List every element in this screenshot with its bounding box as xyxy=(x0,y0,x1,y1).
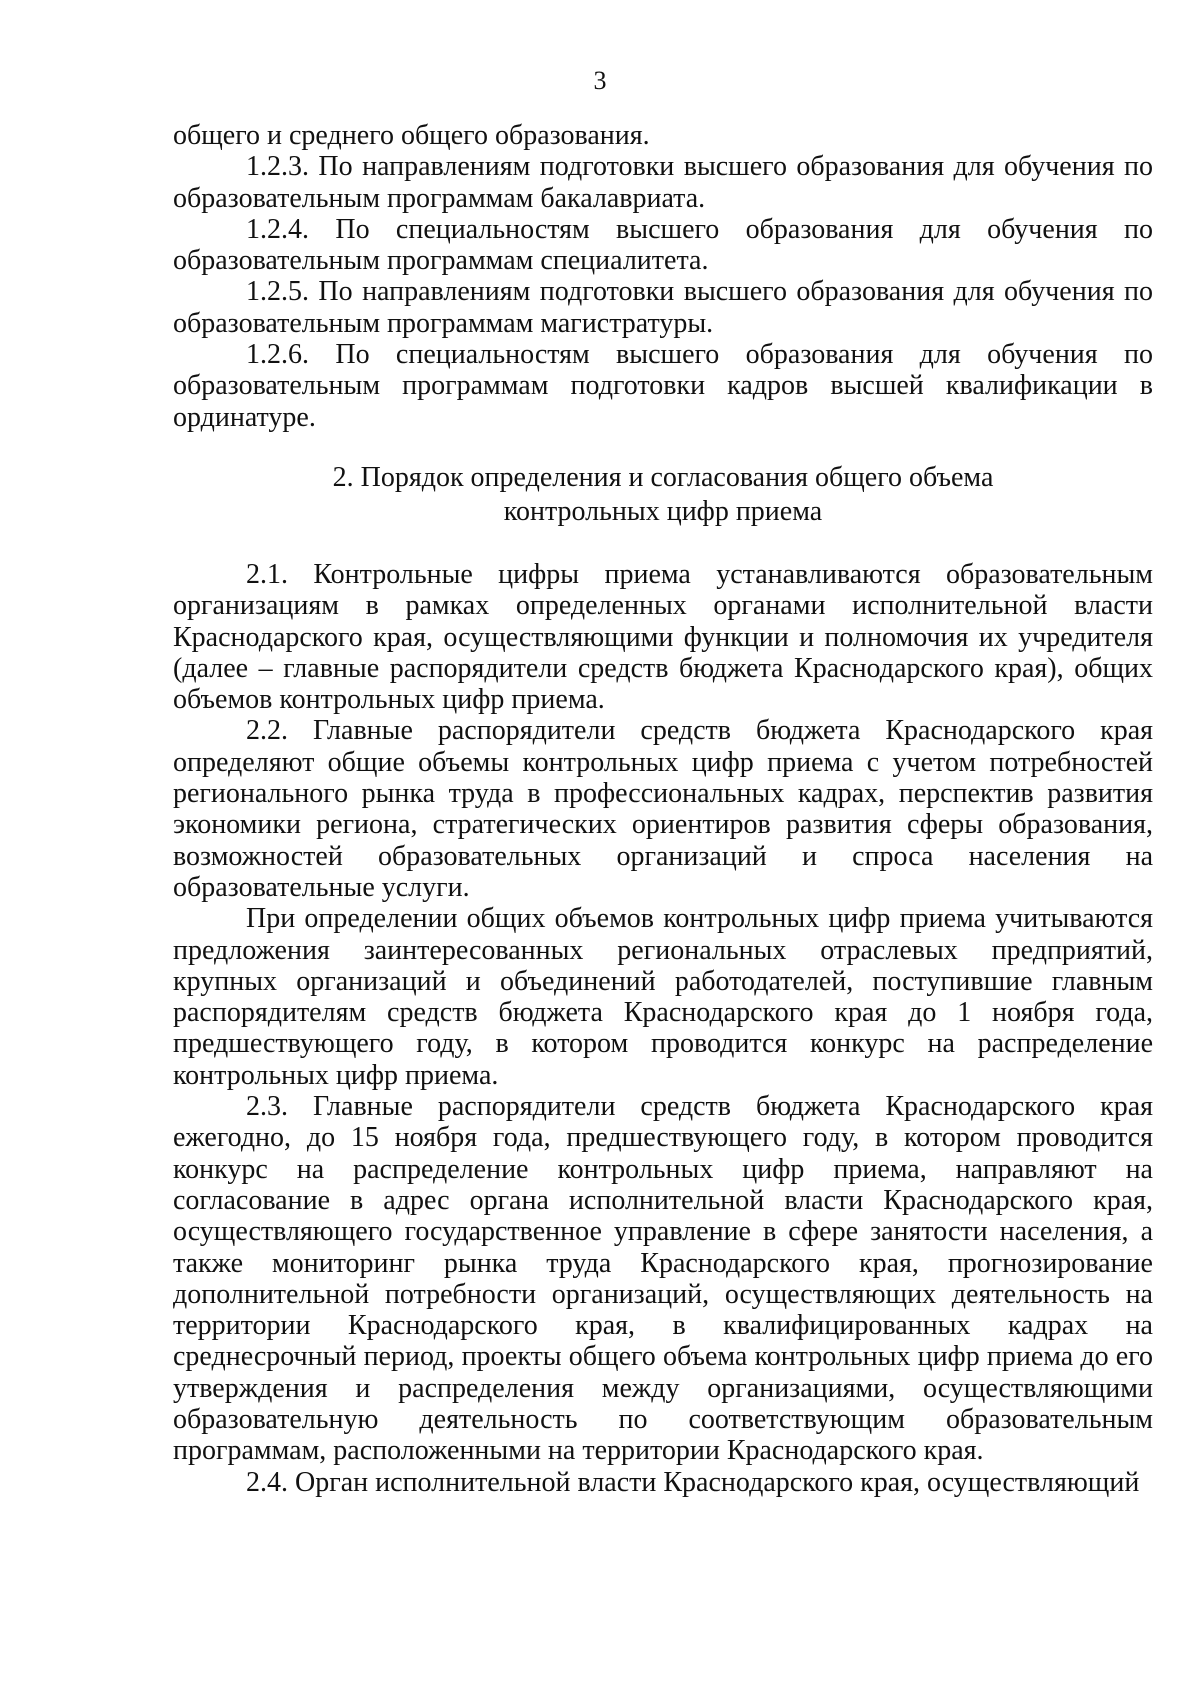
section-heading-line-2: контрольных цифр приема xyxy=(503,495,823,527)
section-heading xyxy=(173,461,1153,529)
page-number: 3 xyxy=(593,66,607,95)
section-heading-line-1: 2. Порядок определения и согласования общего объема xyxy=(332,461,994,493)
document-body xyxy=(173,120,1153,1498)
paragraph-continuation: общего и среднего общего образования. xyxy=(173,120,650,151)
paragraph-2-1: 2.1. Контрольные цифры приема устанавливаются образовательным организациям в рамках определенных органами исполнительной власти Краснодарского края, осуществляющими функции и полномочия их учредителя (далее – главные распорядители средств бюджета Краснодарского края), общих объемов контрольных цифр приема. xyxy=(173,558,1153,716)
paragraph-1-2-4: 1.2.4. По специальностям высшего образования для обучения по образовательным программам специалитета. xyxy=(173,213,1153,277)
paragraph-1-2-3: 1.2.3. По направлениям подготовки высшего образования для обучения по образовательным программам бакалавриата. xyxy=(173,151,1153,214)
paragraph-2-4: 2.4. Орган исполнительной власти Краснодарского края, осуществляющий xyxy=(246,1466,1140,1498)
paragraph-2-3: 2.3. Главные распорядители средств бюджета Краснодарского края ежегодно, до 15 ноября года, предшествующего году, в котором проводится конкурс на распределение контрольных цифр приема, направляют на согласование в адрес органа исполнительной власти Краснодарского края, осуществляющего государственное управление в сфере занятости населения, а также мониторинг рынка труда Краснодарского края, прогнозирование дополнительной потребности организаций, осуществляющих деятельность на территории Краснодарского края, в квалифицированных кадрах на среднесрочный период, проекты общего объема контрольных цифр приема до его утверждения и распределения между организациями, осуществляющими образовательную деятельность по соответствующим образовательным программам, расположенными на территории Краснодарского края. xyxy=(173,1091,1153,1467)
paragraph-2-2-proposals: При определении общих объемов контрольных цифр приема учитываются предложения заинтересованных региональных отраслевых предприятий, крупных организаций и объединений работодателей, поступившие главным распорядителям средств бюджета Краснодарского края до 1 ноября года, предшествующего году, в котором проводится конкурс на распределение контрольных цифр приема. xyxy=(173,903,1153,1091)
paragraph-1-2-5: 1.2.5. По направлениям подготовки высшего образования для обучения по образовательным программам магистратуры. xyxy=(173,276,1153,339)
paragraph-2-2: 2.2. Главные распорядители средств бюджета Краснодарского края определяют общие объемы контрольных цифр приема с учетом потребностей регионального рынка труда в профессиональных кадрах, перспектив развития экономики региона, стратегических ориентиров развития сферы образования, возможностей образовательных организаций и спроса населения на образовательные услуги. xyxy=(173,715,1153,903)
paragraph-1-2-6: 1.2.6. По специальностям высшего образования для обучения по образовательным программам подготовки кадров высшей квалификации в ординатуре. xyxy=(173,339,1153,433)
